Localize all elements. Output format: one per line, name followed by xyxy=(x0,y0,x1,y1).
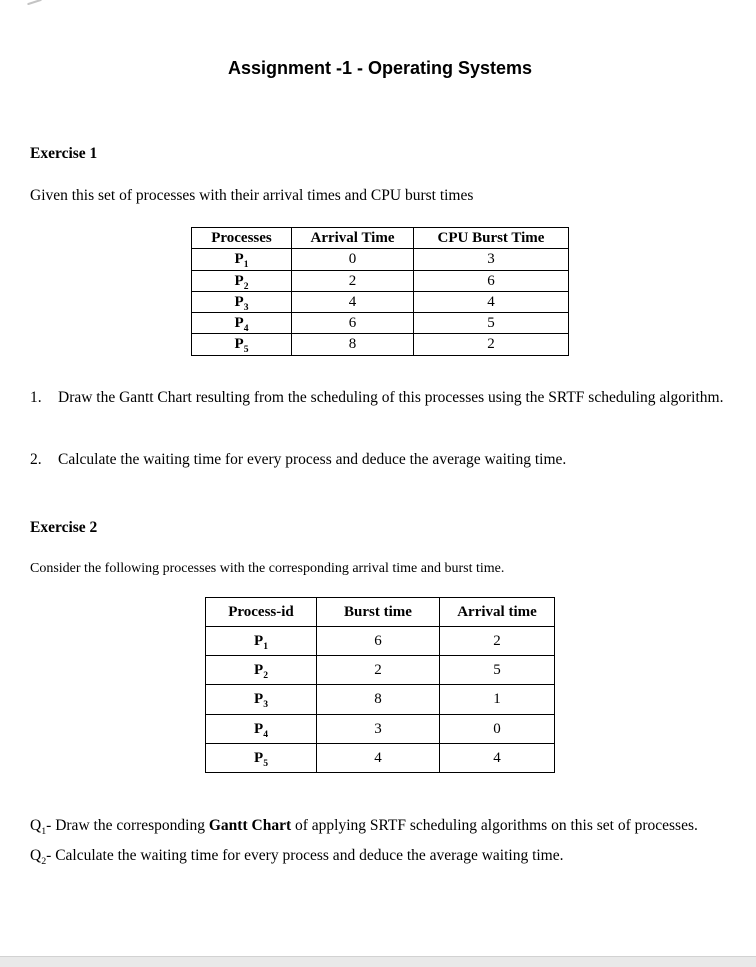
arrival-time-cell: 6 xyxy=(292,313,414,334)
table-row xyxy=(206,743,555,772)
cpu-burst-cell: 6 xyxy=(414,270,569,291)
arrival-time-cell: 2 xyxy=(440,626,555,655)
exercise-1-intro: Given this set of processes with their arrival times and CPU burst times xyxy=(30,187,474,204)
process-subscript: 4 xyxy=(243,323,249,334)
arrival-time-cell: 4 xyxy=(440,743,555,772)
burst-time-cell: 6 xyxy=(317,626,440,655)
exercise-1-section xyxy=(30,145,730,475)
table-row xyxy=(206,714,555,743)
exercise-2-heading: Exercise 2 xyxy=(30,518,98,536)
process-cell xyxy=(192,291,292,312)
question-2-item xyxy=(30,444,730,475)
burst-time-cell: 3 xyxy=(317,714,440,743)
q2-subscript: 2 xyxy=(41,856,47,868)
table-row xyxy=(206,685,555,714)
process-subscript: 5 xyxy=(243,344,249,356)
bottom-scrollbar[interactable] xyxy=(0,956,756,967)
process-label: P xyxy=(234,293,244,310)
exercise-2-intro: Consider the following processes with the corresponding arrival time and burst time. xyxy=(30,560,505,576)
process-cell xyxy=(206,685,317,714)
process-label: P xyxy=(234,272,244,289)
process-cell xyxy=(206,714,317,743)
process-subscript: 1 xyxy=(263,640,268,652)
exercise-2-questions xyxy=(30,811,730,871)
process-cell xyxy=(192,249,292,270)
table-header-row xyxy=(192,228,569,249)
arrival-time-cell: 2 xyxy=(292,270,414,291)
process-subscript: 1 xyxy=(243,259,249,271)
burst-time-cell: 2 xyxy=(317,656,440,685)
arrival-time-cell: 5 xyxy=(440,656,555,685)
exercise-1-questions xyxy=(30,382,730,475)
cpu-burst-cell: 2 xyxy=(414,334,569,355)
column-header-process-id: Process-id xyxy=(206,597,317,626)
question-q2 xyxy=(30,841,730,871)
process-cell xyxy=(206,743,317,772)
question-text: Calculate the waiting time for every process and deduce the average waiting time. xyxy=(58,450,567,468)
table-row xyxy=(192,313,569,334)
q1-bold-text: Gantt Chart xyxy=(208,817,292,834)
column-header-burst-time: Burst time xyxy=(317,597,440,626)
cpu-burst-cell: 5 xyxy=(414,313,569,334)
question-number: 2. xyxy=(30,450,42,468)
q2-text: Calculate the waiting time for every process and deduce the average waiting time. xyxy=(55,847,564,865)
process-subscript: 3 xyxy=(263,699,268,711)
process-cell xyxy=(206,626,317,655)
question-number: 1. xyxy=(30,388,42,406)
process-subscript: 4 xyxy=(263,728,268,740)
process-label: P xyxy=(254,720,264,737)
burst-time-cell: 4 xyxy=(317,743,440,772)
arrival-time-cell: 0 xyxy=(440,714,555,743)
cpu-burst-cell: 4 xyxy=(414,291,569,312)
process-subscript: 2 xyxy=(263,670,268,681)
arrival-time-cell: 1 xyxy=(440,685,555,714)
assignment-title: Assignment -1 - Operating Systems xyxy=(227,58,533,78)
process-subscript: 5 xyxy=(263,757,268,769)
table-row xyxy=(192,334,569,355)
process-label: P xyxy=(234,315,244,331)
document-content xyxy=(0,58,756,871)
process-subscript: 3 xyxy=(243,301,249,313)
column-header-cpu-burst-time: CPU Burst Time xyxy=(414,228,569,249)
column-header-arrival-time: Arrival Time xyxy=(292,228,414,249)
process-label: P xyxy=(254,749,264,766)
process-label: P xyxy=(254,662,264,678)
burst-time-cell: 8 xyxy=(317,685,440,714)
process-cell xyxy=(192,334,292,355)
table-row xyxy=(192,249,569,270)
column-header-arrival-time: Arrival time xyxy=(440,597,555,626)
table-row xyxy=(206,626,555,655)
table-header-row xyxy=(206,597,555,626)
q1-text-after: of applying SRTF scheduling algorithms on this set of processes. xyxy=(291,817,698,834)
process-cell xyxy=(206,656,317,685)
table-row xyxy=(206,656,555,685)
arrival-time-cell: 4 xyxy=(292,291,414,312)
process-label: P xyxy=(254,691,264,708)
question-q1 xyxy=(30,811,730,841)
process-label: P xyxy=(254,632,264,649)
cpu-burst-cell: 3 xyxy=(414,249,569,270)
processes-table-ex2 xyxy=(205,597,555,774)
processes-table-ex1 xyxy=(191,227,569,356)
process-subscript: 2 xyxy=(243,280,249,292)
column-header-processes: Processes xyxy=(192,228,292,249)
process-label: P xyxy=(234,251,244,268)
exercise-1-heading: Exercise 1 xyxy=(30,145,98,162)
page-corner-artifact xyxy=(27,0,42,5)
table-row xyxy=(192,291,569,312)
process-cell xyxy=(192,270,292,291)
q1-separator: - xyxy=(46,817,56,834)
question-text: Draw the Gantt Chart resulting from the scheduling of this processes using the SRTF scheduling algorithm. xyxy=(58,388,724,406)
q1-label: Q xyxy=(30,817,42,834)
process-cell xyxy=(192,313,292,334)
q2-label: Q xyxy=(30,847,42,865)
arrival-time-cell: 8 xyxy=(292,334,414,355)
table-row xyxy=(192,270,569,291)
q1-text-before: Draw the corresponding xyxy=(55,817,209,834)
process-label: P xyxy=(234,336,244,353)
q1-subscript: 1 xyxy=(41,826,47,838)
q2-separator: - xyxy=(46,847,56,865)
exercise-2-section xyxy=(30,519,730,872)
arrival-time-cell: 0 xyxy=(292,249,414,270)
question-1-item xyxy=(30,382,730,413)
